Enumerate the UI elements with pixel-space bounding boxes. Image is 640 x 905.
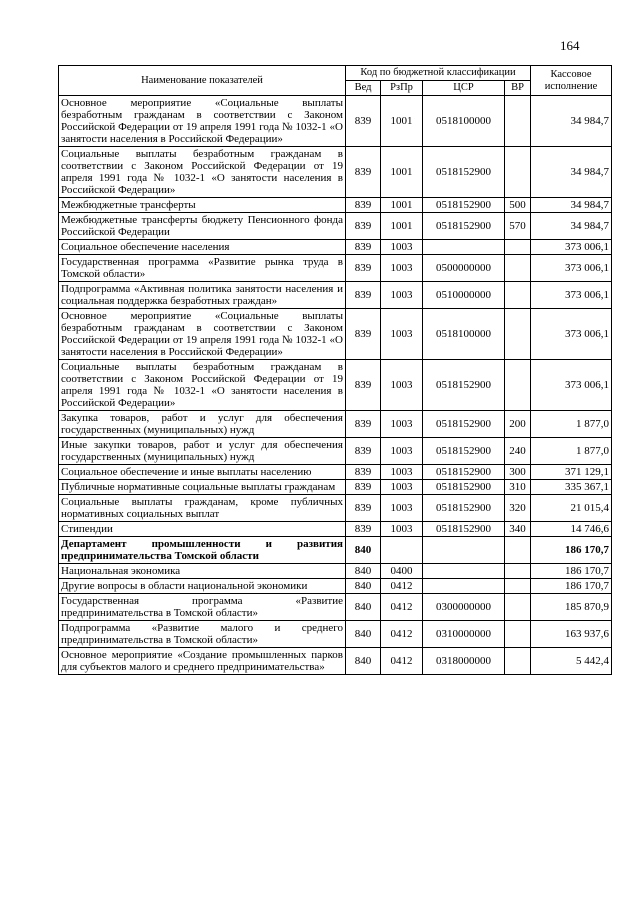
table-row [59,147,612,198]
table-header [59,66,612,96]
row-amount: 373 006,1 [531,309,612,360]
row-name: Межбюджетные трансферты [59,198,346,213]
row-vr [505,360,531,411]
row-ved: 840 [346,594,381,621]
row-ved: 839 [346,411,381,438]
table-row [59,465,612,480]
table-row [59,360,612,411]
row-csr [423,564,505,579]
row-amount: 185 870,9 [531,594,612,621]
table-row [59,213,612,240]
row-amount: 34 984,7 [531,147,612,198]
row-rzpr: 0412 [381,594,423,621]
row-rzpr: 0400 [381,564,423,579]
row-vr [505,579,531,594]
row-amount: 373 006,1 [531,255,612,282]
row-rzpr: 1001 [381,198,423,213]
row-vr [505,255,531,282]
row-vr [505,147,531,198]
table-row [59,621,612,648]
row-name: Государственная программа «Развитие рынка труда в Томской области» [59,255,346,282]
row-vr [505,282,531,309]
row-ved: 839 [346,495,381,522]
row-amount: 163 937,6 [531,621,612,648]
row-csr: 0518152900 [423,360,505,411]
header-vr: ВР [505,81,531,96]
table-row [59,522,612,537]
row-name: Социальное обеспечение и иные выплаты населению [59,465,346,480]
row-name: Межбюджетные трансферты бюджету Пенсионного фонда Российской Федерации [59,213,346,240]
row-csr: 0300000000 [423,594,505,621]
row-amount: 373 006,1 [531,282,612,309]
row-rzpr: 1003 [381,360,423,411]
row-rzpr: 1003 [381,282,423,309]
row-amount: 1 877,0 [531,438,612,465]
row-name: Социальное обеспечение населения [59,240,346,255]
table-row [59,309,612,360]
table-row [59,564,612,579]
header-ved: Вед [346,81,381,96]
row-csr: 0518152900 [423,411,505,438]
row-csr: 0510000000 [423,282,505,309]
row-ved: 840 [346,621,381,648]
row-name: Другие вопросы в области национальной экономики [59,579,346,594]
table-row [59,594,612,621]
row-rzpr: 1001 [381,147,423,198]
header-execution: Кассовое исполнение [531,66,612,96]
row-name: Основное мероприятие «Создание промышленных парков для субъектов малого и среднего предпринимательства» [59,648,346,675]
row-name: Закупка товаров, работ и услуг для обеспечения государственных (муниципальных) нужд [59,411,346,438]
row-vr: 240 [505,438,531,465]
row-ved: 839 [346,360,381,411]
row-rzpr: 1003 [381,438,423,465]
row-rzpr: 1003 [381,480,423,495]
row-ved: 839 [346,147,381,198]
row-csr: 0518152900 [423,465,505,480]
row-name: Государственная программа «Развитие предпринимательства в Томской области» [59,594,346,621]
row-amount: 14 746,6 [531,522,612,537]
row-csr [423,579,505,594]
row-rzpr: 1003 [381,309,423,360]
row-vr [505,96,531,147]
row-name: Публичные нормативные социальные выплаты гражданам [59,480,346,495]
row-name: Подпрограмма «Активная политика занятости населения и социальная поддержка безработных граждан» [59,282,346,309]
table-row [59,648,612,675]
row-amount: 1 877,0 [531,411,612,438]
row-csr: 0518152900 [423,213,505,240]
row-ved: 840 [346,537,381,564]
row-csr: 0518152900 [423,480,505,495]
row-name: Социальные выплаты гражданам, кроме публичных нормативных социальных выплат [59,495,346,522]
row-name: Департамент промышленности и развития предпринимательства Томской области [59,537,346,564]
header-csr: ЦСР [423,81,505,96]
row-rzpr: 1003 [381,465,423,480]
row-csr: 0518100000 [423,309,505,360]
row-csr [423,240,505,255]
row-ved: 839 [346,198,381,213]
table-row [59,579,612,594]
row-amount: 335 367,1 [531,480,612,495]
row-ved: 839 [346,240,381,255]
row-vr [505,309,531,360]
row-name: Подпрограмма «Развитие малого и среднего предпринимательства в Томской области» [59,621,346,648]
row-name: Основное мероприятие «Социальные выплаты безработным гражданам в соответствии с Законом Российской Федерации от 19 апреля 1991 года № 1032-1 «О занятости населения в Российской Федерации» [59,309,346,360]
table-row [59,255,612,282]
row-csr: 0500000000 [423,255,505,282]
row-vr: 320 [505,495,531,522]
row-amount: 186 170,7 [531,537,612,564]
row-ved: 840 [346,564,381,579]
row-rzpr: 1003 [381,255,423,282]
row-vr [505,648,531,675]
row-ved: 840 [346,579,381,594]
table-row [59,96,612,147]
row-rzpr: 0412 [381,648,423,675]
header-rzpr: РзПр [381,81,423,96]
row-ved: 840 [346,648,381,675]
row-amount: 186 170,7 [531,579,612,594]
row-ved: 839 [346,213,381,240]
row-name: Национальная экономика [59,564,346,579]
row-rzpr: 1003 [381,240,423,255]
row-amount: 186 170,7 [531,564,612,579]
row-ved: 839 [346,255,381,282]
row-amount: 21 015,4 [531,495,612,522]
budget-execution-table [58,65,612,675]
row-ved: 839 [346,522,381,537]
row-amount: 34 984,7 [531,198,612,213]
row-rzpr: 1003 [381,495,423,522]
row-ved: 839 [346,282,381,309]
page-number: 164 [560,38,580,53]
row-ved: 839 [346,480,381,495]
row-ved: 839 [346,438,381,465]
header-code-group: Код по бюджетной классификации [346,66,531,81]
row-rzpr: 1003 [381,522,423,537]
row-amount: 371 129,1 [531,465,612,480]
table-row [59,411,612,438]
header-row-top [59,66,612,81]
row-rzpr: 1003 [381,411,423,438]
row-ved: 839 [346,309,381,360]
row-ved: 839 [346,465,381,480]
row-csr: 0310000000 [423,621,505,648]
row-vr [505,537,531,564]
row-amount: 34 984,7 [531,213,612,240]
row-amount: 34 984,7 [531,96,612,147]
row-rzpr: 1001 [381,96,423,147]
row-vr: 200 [505,411,531,438]
table-row [59,198,612,213]
row-rzpr: 0412 [381,621,423,648]
row-name: Иные закупки товаров, работ и услуг для обеспечения государственных (муниципальных) нужд [59,438,346,465]
row-vr: 570 [505,213,531,240]
row-vr [505,621,531,648]
table-row [59,282,612,309]
row-csr [423,537,505,564]
row-amount: 373 006,1 [531,360,612,411]
row-csr: 0518152900 [423,198,505,213]
row-name: Социальные выплаты безработным гражданам в соответствии с Законом Российской Федерации от 19 апреля 1991 года № 1032-1 «О занятости населения в Российской Федерации» [59,147,346,198]
row-ved: 839 [346,96,381,147]
table-row [59,438,612,465]
row-vr [505,564,531,579]
table-body [59,96,612,675]
header-name: Наименование показателей [59,66,346,96]
row-name: Основное мероприятие «Социальные выплаты безработным гражданам в соответствии с Законом Российской Федерации от 19 апреля 1991 года № 1032-1 «О занятости населения в Российской Федерации» [59,96,346,147]
row-name: Стипендии [59,522,346,537]
table-row [59,240,612,255]
row-csr: 0518152900 [423,438,505,465]
row-rzpr: 1001 [381,213,423,240]
row-csr: 0518152900 [423,495,505,522]
row-csr: 0518100000 [423,96,505,147]
row-vr [505,240,531,255]
row-rzpr: 0412 [381,579,423,594]
row-amount: 5 442,4 [531,648,612,675]
row-rzpr [381,537,423,564]
row-vr: 300 [505,465,531,480]
row-csr: 0318000000 [423,648,505,675]
row-csr: 0518152900 [423,522,505,537]
row-vr: 500 [505,198,531,213]
row-name: Социальные выплаты безработным гражданам в соответствии с Законом Российской Федерации от 19 апреля 1991 года № 1032-1 «О занятости населения в Российской Федерации» [59,360,346,411]
table-row [59,495,612,522]
table-row [59,480,612,495]
row-vr: 310 [505,480,531,495]
row-amount: 373 006,1 [531,240,612,255]
row-vr [505,594,531,621]
row-vr: 340 [505,522,531,537]
row-csr: 0518152900 [423,147,505,198]
table-row [59,537,612,564]
